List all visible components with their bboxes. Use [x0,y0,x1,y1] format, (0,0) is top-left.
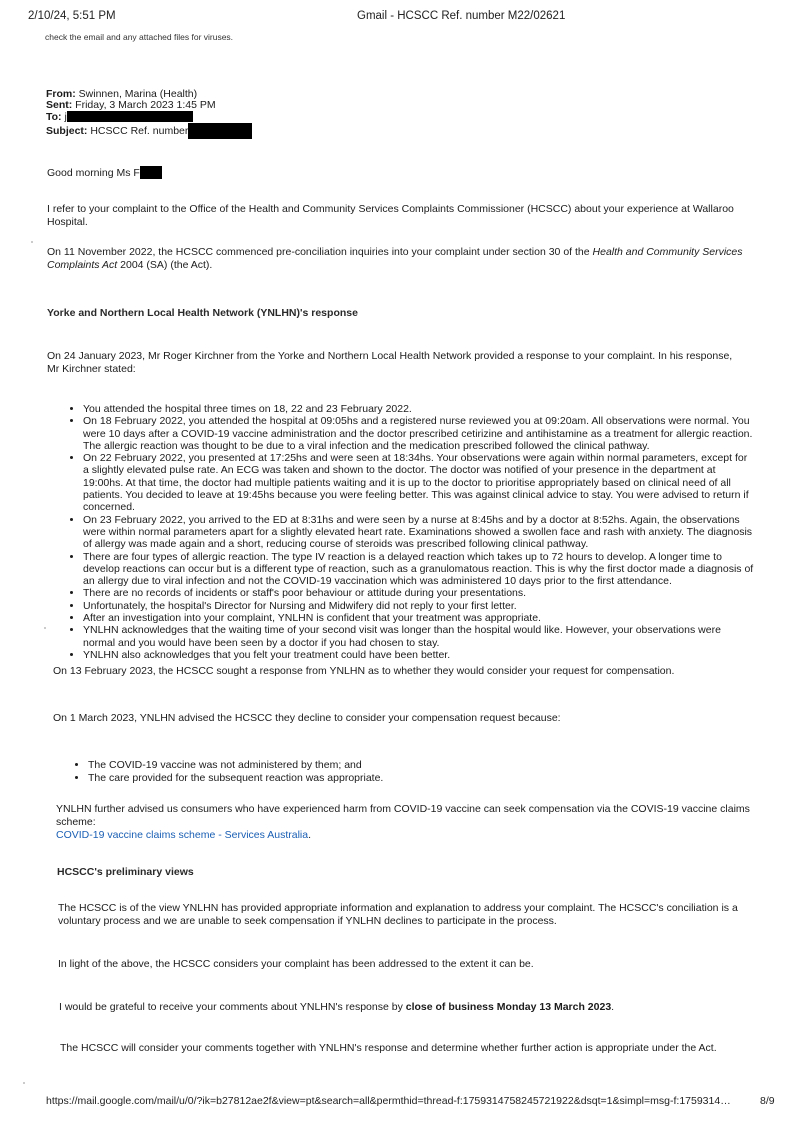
list-item: • There are no records of incidents or staff's poor behaviour or attitude during your presentations. [83,587,755,599]
subject-label: Subject: [46,125,88,137]
list-item: • On 23 February 2022, you arrived to the ED at 8:31hs and were seen by a nurse at 8:45hs and by a doctor at 8:52hs. Again, the observations were within normal parameters apart for a slightly elevated heart rate. Examinations showed a swollen face and rash with anxiety. The diagnosis of allergy was made again and a short, reducing course of steroids was prescribed following clinical pathway. [83,514,755,551]
paragraph-further-action: The HCSCC will consider your comments together with YNLHN's response and determine whether further action is appropriate under the Act. [60,1042,717,1054]
paragraph-comments-deadline: I would be grateful to receive your comments about YNLHN's response by close of business Monday 13 March 2023. [59,1001,615,1013]
list-item: • On 22 February 2022, you presented at 17:25hs and were seen at 18:34hs. Your observations were again within normal parameters, except for a slightly elevated pulse rate. An ECG was taken and shown to the doctor. The doctor was notified of your presence in the department at 19:00hs. At that time, the doctor had multiple patients waiting and it is up to the doctor to prioritise appropriately based on clinical need of all patients. You decided to leave at 19:45hs because you were feeling better. This was against clinical advice to stay. You were advised to return if concerned. [83,452,755,513]
to-label: To: [46,111,62,123]
paragraph-compensation-request: On 13 February 2023, the HCSCC sought a response from YNLHN as to whether they would consider your request for compensation. [53,665,675,677]
sent-label: Sent: [46,99,73,111]
paragraph-intro: I refer to your complaint to the Office of the Health and Community Services Complaints Commissioner (HCSCC) about your experience at Wallaroo Hospital. [47,203,734,228]
paragraph-preliminary-view: The HCSCC is of the view YNLHN has provided appropriate information and explanation to address your complaint. The HCSCC's conciliation is a voluntary process and we are unable to seek compensation if YNLHN declines to participate in the process. [58,902,738,927]
print-datetime: 2/10/24, 5:51 PM [28,10,116,22]
list-item: • The care provided for the subsequent reaction was appropriate. [88,772,750,785]
list-item: • You attended the hospital three times on 18, 22 and 23 February 2022. [83,403,755,415]
scan-speck [31,241,33,243]
list-item: • There are four types of allergic reaction. The type IV reaction is a delayed reaction which takes up to 72 hours to develop. A longer time to develop reactions can occur but is a different type of reaction, such as a granulomatous reaction. This is why the first doctor made a diagnosis of an allergy due to viral infection and not the COVID-19 vaccination which was administered 10 days prior to the first attendance. [83,551,755,588]
from-value: Swinnen, Marina (Health) [78,88,198,100]
list-item: • On 18 February 2022, you attended the hospital at 09:05hs and a registered nurse reviewed you at 09:20am. All observations were normal. You were 10 days after a COVID-19 vaccine administration and the doctor prescribed cetirizine and antihistamine as a treatment for allergic reaction. The allergic reaction was thought to be due to a viral infection and the medication prescribed followed the clinical pathway. [83,415,755,452]
virus-check-note: check the email and any attached files for viruses. [45,32,234,42]
decline-reasons-list [70,759,750,785]
paragraph-decline: On 1 March 2023, YNLHN advised the HCSCC they decline to consider your compensation request because: [53,712,561,724]
subject-value: HCSCC Ref. number [90,125,189,137]
list-item: • Unfortunately, the hospital's Director for Nursing and Midwifery did not reply to your first letter. [83,600,755,612]
to-value: j [64,111,67,123]
paragraph-addressed: In light of the above, the HCSCC considers your complaint has been addressed to the extent it can be. [58,958,534,970]
print-title: Gmail - HCSCC Ref. number M22/02621 [357,10,566,22]
response-bullet-list [65,403,755,661]
email-meta [46,89,252,139]
paragraph-preconciliation: On 11 November 2022, the HCSCC commenced pre-conciliation inquiries into your complaint under section 30 of the Health and Community Services Complaints Act 2004 (SA) (the Act). [47,246,743,271]
print-footer-url: https://mail.google.com/mail/u/0/?ik=b27812ae2f&view=pt&search=all&permthid=thread-f:1759314758245721922&dsqt=1&simpl=msg-f:1759314… [46,1095,731,1107]
from-label: From: [46,88,76,100]
list-item: • YNLHN acknowledges that the waiting time of your second visit was longer than the hospital would like. However, your observations were normal and you would have been seen by a doctor if you had chosen to stay. [83,624,755,649]
redaction-bar [188,123,252,139]
to-row [46,111,252,123]
scan-speck [23,1082,25,1084]
scan-speck [44,627,46,629]
print-page-number: 8/9 [760,1095,775,1107]
paragraph-claims-scheme: YNLHN further advised us consumers who have experienced harm from COVID-19 vaccine can seek compensation via the COVIS-19 vaccine claims scheme: COVID-19 vaccine claims scheme - Services Australia. [56,803,750,841]
claims-scheme-link[interactable]: COVID-19 vaccine claims scheme - Services Australia [56,829,309,841]
greeting: Good morning Ms F [47,166,747,180]
list-item: • The COVID-19 vaccine was not administered by them; and [88,759,750,772]
section-heading-ynlhn-response: Yorke and Northern Local Health Network (YNLHN)'s response [47,307,358,319]
redaction-bar [67,111,193,122]
subject-row [46,123,252,139]
sent-value: Friday, 3 March 2023 1:45 PM [75,99,216,111]
redaction-bar [140,166,162,179]
paragraph-kirchner-response: On 24 January 2023, Mr Roger Kirchner from the Yorke and Northern Local Health Network provided a response to your complaint. In his response, Mr Kirchner stated: [47,350,733,375]
list-item: • After an investigation into your complaint, YNLHN is confident that your treatment was appropriate. [83,612,755,624]
sent-row [46,100,252,111]
act-name: Health and Community Services Complaints Act [47,246,743,271]
section-heading-preliminary-views: HCSCC's preliminary views [57,866,194,878]
list-item: • YNLHN also acknowledges that you felt your treatment could have been better. [83,649,755,661]
deadline: close of business Monday 13 March 2023 [405,1001,612,1013]
